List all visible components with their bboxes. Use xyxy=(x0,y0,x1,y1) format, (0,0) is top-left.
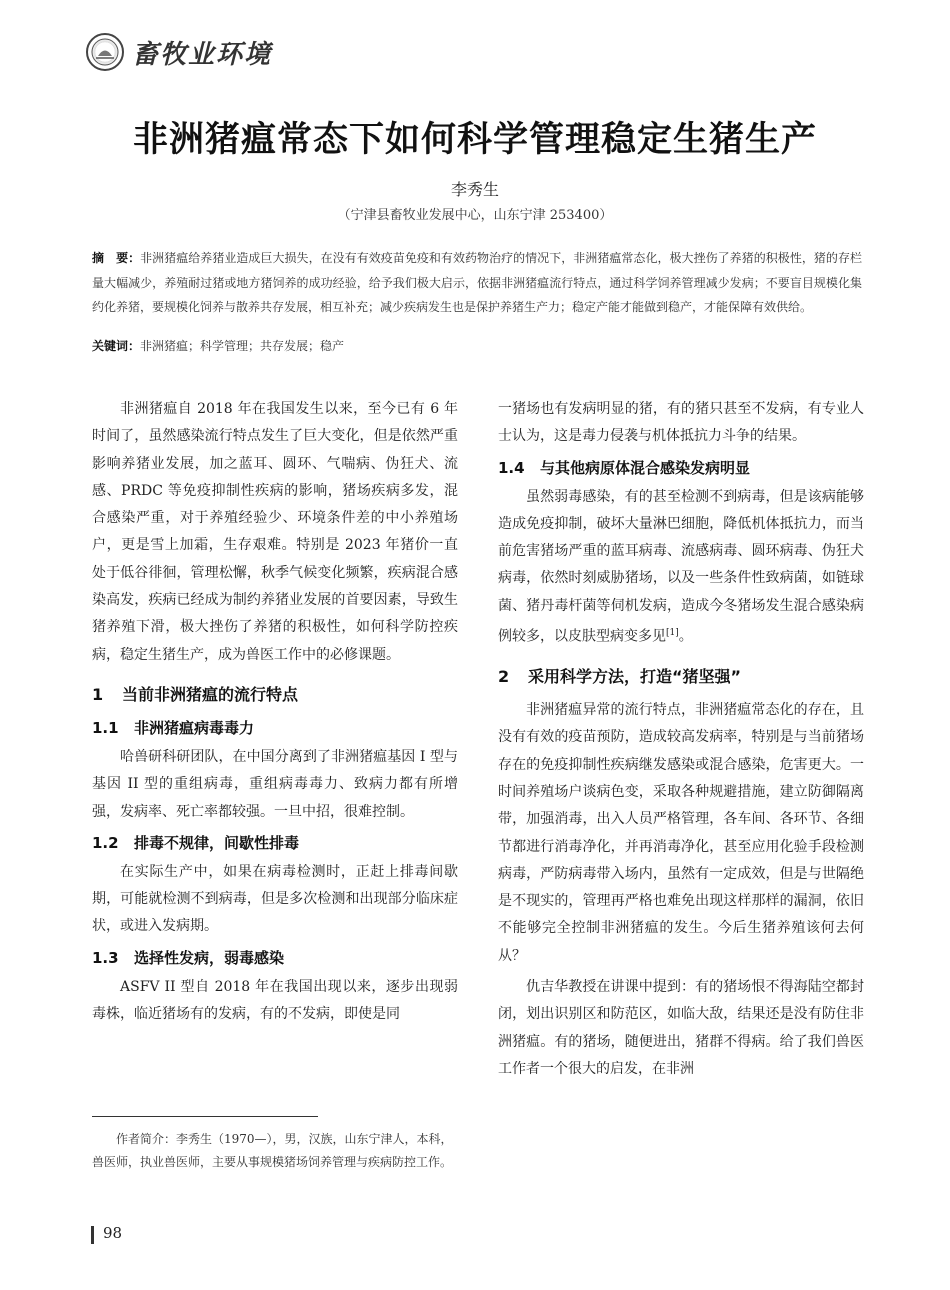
section-title: 采用科学方法，打造“猪坚强” xyxy=(528,667,742,687)
keywords-label: 关键词： xyxy=(92,339,141,353)
intro-paragraph: 非洲猪瘟自 2018 年在我国发生以来，至今已有 6 年时间了，虽然感染流行特点发生了巨大变化，但是依然严重影响养猪业发展，加之蓝耳、圆环、气喘病、伪狂犬、流感、PRDC 等免疫抑制性疾病的影响，猪场疾病多发，混合感染严重，对于养殖经验少、环境条件差的中小养殖场户，更是雪上加霜，生存艰难。特别是 2023 年猪价一直处于低谷徘徊，管理松懈，秋季气候变化频繁，疾病混合感染高发，疾病已经成为制约养猪业发展的首要因素，导致生猪养殖下滑，极大挫伤了养猪的积极性，如何科学防控疾病，稳定生猪生产，成为兽医工作中的必修课题。 xyxy=(92,401,458,663)
section-title: 排毒不规律，间歇性排毒 xyxy=(134,833,300,852)
section-number: 2 xyxy=(498,667,510,687)
keywords-text: 非洲猪瘟；科学管理；共存发展；稳产 xyxy=(140,339,345,353)
section-number: 1 xyxy=(92,684,104,704)
right-column xyxy=(498,396,864,1083)
section-title: 非洲猪瘟病毒毒力 xyxy=(134,718,255,737)
page-number: 98 xyxy=(103,1224,123,1242)
abstract-label: 摘 要： xyxy=(92,251,141,265)
continued-paragraph: 一猪场也有发病明显的猪，有的猪只甚至不发病，有专业人士认为，这是毒力侵袭与机体抵抗力斗争的结果。 xyxy=(498,401,864,445)
section-2-heading xyxy=(498,665,864,689)
section-number: 1.3 xyxy=(92,948,119,967)
section-1-4-text: 虽然弱毒感染，有的甚至检测不到病毒，但是该病能够造成免疫抑制，破坏大量淋巴细胞，降低机体抵抗力，而当前危害猪场严重的蓝耳病毒、流感病毒、圆环病毒、伪狂犬病毒，依然时刻威胁猪场，以及一些条件性致病菌，如链球菌、猪丹毒杆菌等伺机发病，造成今冬猪场发生混合感染病例较多，以皮肤型病变多见 xyxy=(498,488,864,645)
section-2-paragraph-2: 仇吉华教授在讲课中提到：有的猪场恨不得海陆空都封闭，划出识别区和防范区，如临大敌，结果还是没有防住非洲猪瘟。有的猪场，随便进出，猪群不得病。给了我们兽医工作者一个很大的启发，在非洲 xyxy=(498,979,864,1077)
section-number: 1.2 xyxy=(92,833,119,852)
section-title: 与其他病原体混合感染发病明显 xyxy=(540,458,751,477)
journal-name: 畜牧业环境 xyxy=(132,39,273,70)
section-1-2-heading xyxy=(92,830,458,857)
page-number-bar xyxy=(91,1226,94,1244)
left-column xyxy=(92,396,458,1028)
article-title: 非洲猪瘟常态下如何科学管理稳定生猪生产 xyxy=(132,120,817,160)
section-1-heading xyxy=(92,683,458,707)
author-affiliation: （宁津县畜牧业发展中心，山东宁津 253400） xyxy=(337,208,613,223)
section-1-3-paragraph: ASFV II 型自 2018 年在我国出现以来，逐步出现弱毒株，临近猪场有的发病，有的不发病，即使是同 xyxy=(92,978,458,1023)
section-title: 当前非洲猪瘟的流行特点 xyxy=(122,684,299,704)
section-2-paragraph-1: 非洲猪瘟异常的流行特点，非洲猪瘟常态化的存在，且没有有效的疫苗预防，造成较高发病率，特别是与当前猪场存在的免疫抑制性疾病继发感染或混合感染，危害更大。一时间养殖场户谈病色变，采取各种规避措施，建立防御隔离带，加强消毒，出入人员严格管理，各车间、各环节、各细节都进行消毒净化，并再消毒净化，甚至应用化验手段检测病毒，严防病毒带入场内，虽然有一定成效，但是与世隔绝是不现实的，管理再严格也难免出现这样那样的漏洞，依旧不能够完全控制非洲猪瘟的发生。今后生猪养殖该何去何从？ xyxy=(498,702,864,964)
section-1-1-heading xyxy=(92,715,458,742)
keywords xyxy=(92,334,862,358)
section-1-2-paragraph: 在实际生产中，如果在病毒检测时，正赶上排毒间歇期，可能就检测不到病毒，但是多次检测和出现部分临床症状，或进入发病期。 xyxy=(92,863,458,935)
section-1-4-paragraph xyxy=(498,484,864,651)
abstract xyxy=(92,246,862,320)
section-title: 选择性发病，弱毒感染 xyxy=(134,948,285,967)
abstract-text: 非洲猪瘟给养猪业造成巨大损失，在没有有效疫苗免疫和有效药物治疗的情况下，非洲猪瘟常态化，极大挫伤了养猪的积极性，猪的存栏量大幅减少，养殖耐过猪或地方猪饲养的成功经验，给予我们极大启示，依据非洲猪瘟流行特点，通过科学饲养管理减少发病；不要盲目规模化集约化养猪，要规模化饲养与散养共存发展，相互补充；减少疾病发生也是保护养猪生产力；稳定产能才能做到稳产，才能保障有效供给。 xyxy=(92,251,862,314)
section-1-3-heading xyxy=(92,945,458,972)
section-1-4-heading xyxy=(498,455,864,482)
journal-header xyxy=(86,30,272,74)
citation-ref[interactable]: [1] xyxy=(666,628,679,639)
section-1-1-paragraph: 哈兽研科研团队，在中国分离到了非洲猪瘟基因 I 型与基因 II 型的重组病毒，重组病毒毒力、致病力都有所增强，发病率、死亡率都较强。一旦中招，很难控制。 xyxy=(92,748,458,820)
author-footnote: 作者简介：李秀生（1970—），男，汉族，山东宁津人，本科，兽医师，执业兽医师，主要从事规模猪场饲养管理与疾病防控工作。 xyxy=(92,1132,453,1169)
article-author: 李秀生 xyxy=(450,180,499,199)
section-number: 1.1 xyxy=(92,718,119,737)
sentence-end: 。 xyxy=(678,628,693,645)
section-number: 1.4 xyxy=(498,458,525,477)
journal-seal-icon xyxy=(86,33,124,71)
footnote-divider xyxy=(92,1116,318,1117)
